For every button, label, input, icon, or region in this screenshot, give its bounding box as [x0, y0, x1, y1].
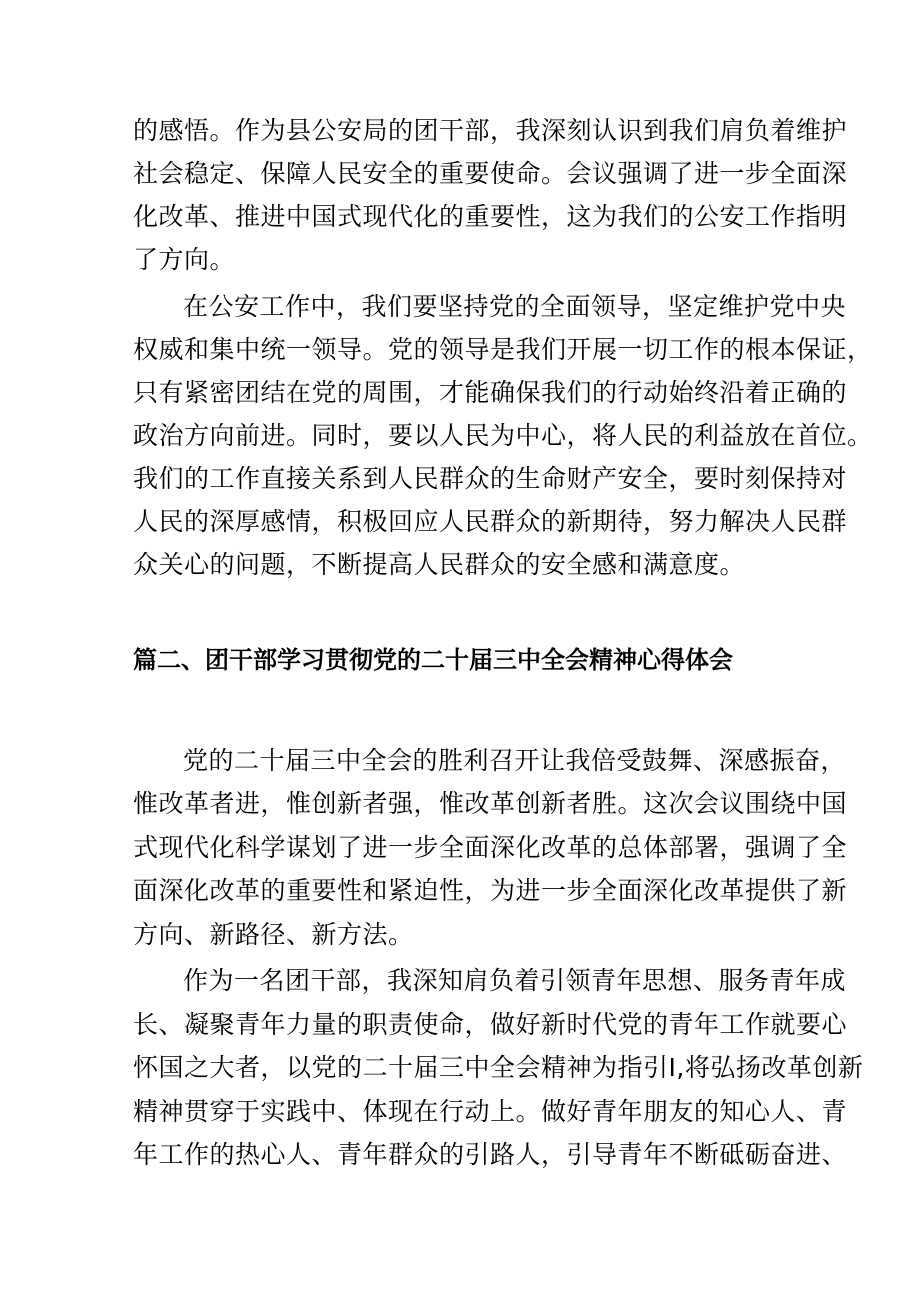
paragraph-line: 众关心的问题，不断提高人民群众的安全感和满意度。: [133, 550, 746, 579]
paragraph-line: 化改革、推进中国式现代化的重要性，这为我们的公安工作指明: [133, 202, 848, 231]
paragraph-line: 年工作的热心人、青年群众的引路人，引导青年不断砥砺奋进、: [133, 1140, 848, 1169]
paragraph-line: 长、凝聚青年力量的职责使命，做好新时代党的青年工作就要心: [133, 1010, 848, 1039]
paragraph-line: 怀国之大者，以党的二十届三中全会精神为指引I,将弘扬改革创新: [133, 1053, 864, 1082]
paragraph-line: 的感悟。作为县公安局的团干部，我深刻认识到我们肩负着维护: [133, 116, 848, 145]
paragraph-line: 在公安工作中，我们要坚持党的全面领导，坚定维护党中央: [183, 292, 847, 321]
section-heading: 篇二、团干部学习贯彻党的二十届三中全会精神心得体会: [133, 646, 733, 674]
paragraph-line: 党的二十届三中全会的胜利召开让我倍受鼓舞、深感振奋，: [183, 746, 847, 775]
paragraph-line: 社会稳定、保障人民安全的重要使命。会议强调了进一步全面深: [133, 159, 848, 188]
paragraph-line: 政治方向前进。同时，要以人民为中心，将人民的利益放在首位。: [133, 421, 873, 450]
paragraph-line: 只有紧密团结在党的周围，才能确保我们的行动始终沿着正确的: [133, 378, 848, 407]
paragraph-line: 了方向。: [133, 245, 236, 274]
paragraph-line: 我们的工作直接关系到人民群众的生命财产安全，要时刻保持对: [133, 464, 848, 493]
paragraph-line: 方向、新路径、新方法。: [133, 920, 414, 949]
paragraph-line: 作为一名团干部，我深知肩负着引领青年思想、服务青年成: [183, 966, 847, 995]
paragraph-line: 式现代化科学谋划了进一步全面深化改革的总体部署，强调了全: [133, 833, 848, 862]
paragraph-line: 惟改革者进，惟创新者强，惟改革创新者胜。这次会议围绕中国: [133, 789, 848, 818]
paragraph-line: 人民的深厚感情，积极回应人民群众的新期待，努力解决人民群: [133, 507, 848, 536]
paragraph-line: 面深化改革的重要性和紧迫性，为进一步全面深化改革提供了新: [133, 876, 848, 905]
paragraph-line: 权威和集中统一领导。党的领导是我们开展一切工作的根本保证，: [133, 335, 873, 364]
paragraph-line: 精神贯穿于实践中、体现在行动上。做好青年朋友的知心人、青: [133, 1097, 848, 1126]
